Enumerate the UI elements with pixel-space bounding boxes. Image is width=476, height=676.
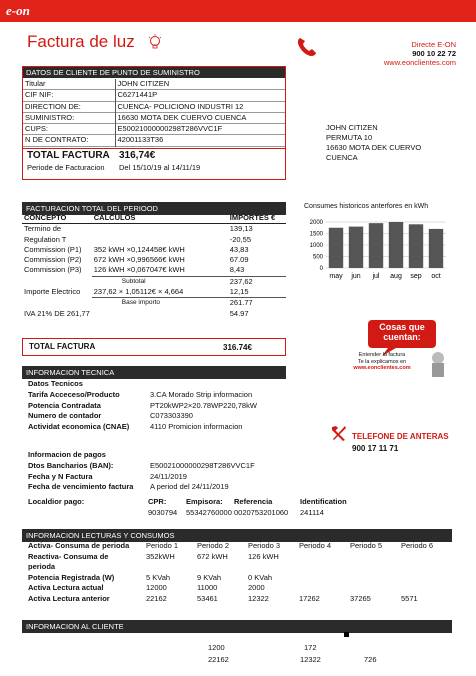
reading-label: Reactiva- Consuma de bbox=[28, 551, 109, 561]
address-line4: CUENCA bbox=[326, 153, 358, 162]
reading-cell bbox=[350, 552, 401, 563]
reading-cell bbox=[299, 552, 350, 563]
reading-cell: 17262 bbox=[299, 593, 320, 603]
readings-table bbox=[28, 541, 452, 604]
info-row bbox=[28, 401, 257, 412]
total-value: 316,74€ bbox=[119, 149, 156, 161]
address-line3: 16630 MOTA DEK CUERVO bbox=[326, 143, 422, 152]
info-key: Potencia Contradata bbox=[28, 400, 101, 410]
client-row bbox=[23, 124, 285, 135]
info-row bbox=[28, 472, 255, 483]
billing-concept: Importe Electrico bbox=[24, 287, 81, 297]
reading-cell: 9 KVah bbox=[197, 572, 222, 582]
loc-val: 9030794 bbox=[148, 507, 178, 517]
billing-calc: 672 kWH ×0,996566€ kWH bbox=[93, 255, 185, 265]
chart-bar bbox=[369, 223, 383, 268]
chart-xtick: oct bbox=[431, 273, 441, 280]
eon-logo: e-on bbox=[6, 3, 30, 18]
reading-cell: 11000 bbox=[197, 583, 218, 592]
client-key: Titular bbox=[23, 79, 115, 90]
reading-cell: 5 KVah bbox=[146, 572, 171, 582]
chart-ytick: 2000 bbox=[309, 220, 323, 226]
client-value: 16630 MOTA DEK CUERVO CUENCA bbox=[117, 112, 247, 122]
client-row bbox=[23, 79, 285, 90]
billing-calc: 237,62 × 1,05112€ × 4,664 bbox=[93, 287, 184, 297]
client-key: CIF NIF: bbox=[23, 90, 115, 101]
reading-row bbox=[28, 594, 452, 605]
billing-row bbox=[22, 309, 286, 319]
info-key: Fecha y N Factura bbox=[28, 471, 93, 481]
client-table bbox=[23, 79, 285, 147]
loc-table bbox=[148, 497, 360, 518]
client-key: N DE CONTRATO: bbox=[23, 135, 115, 146]
info-row bbox=[28, 482, 255, 493]
loc-col: Empisora: bbox=[186, 497, 223, 506]
billing-row bbox=[22, 255, 286, 265]
reading-row bbox=[28, 562, 452, 573]
reading-cell: 672 kWH bbox=[197, 551, 228, 561]
reading-cell: 2000 bbox=[248, 583, 265, 592]
client-heading: DATOS DE CLIENTE DE PUNTO DE SUMINISTRO bbox=[23, 67, 285, 78]
address-line1: JOHN CITIZEN bbox=[326, 123, 378, 132]
info-row bbox=[28, 390, 257, 401]
client-value: E50021000000298T286VVC1F bbox=[117, 124, 223, 134]
contact-web[interactable]: www.eonclientes.com bbox=[383, 58, 456, 67]
billing-total-label: TOTAL FACTURA bbox=[29, 342, 96, 351]
chart-xtick: aug bbox=[390, 273, 402, 280]
client-total bbox=[23, 149, 285, 173]
reading-cell bbox=[401, 562, 452, 573]
reading-cell bbox=[197, 562, 248, 573]
chart-xtick: jun bbox=[351, 273, 361, 280]
billing-table bbox=[22, 213, 286, 319]
total-label: TOTAL FACTURA bbox=[27, 149, 110, 161]
billing-row bbox=[22, 245, 286, 255]
billing-calc bbox=[92, 309, 228, 319]
client-value: JOHN CITIZEN bbox=[117, 79, 170, 88]
reading-cell: 352kWH bbox=[146, 551, 175, 561]
reading-cell: Periodo 4 bbox=[299, 541, 332, 550]
reading-row bbox=[28, 552, 452, 563]
billing-concept: Regulation T bbox=[24, 234, 67, 244]
reading-cell bbox=[299, 573, 350, 584]
chart-ytick: 500 bbox=[312, 254, 323, 261]
chart-ytick: 0 bbox=[319, 266, 323, 272]
reading-cell bbox=[350, 573, 401, 584]
tech-subheading: Datos Tecnicos bbox=[28, 379, 83, 388]
billing-concept: IVA 21% DE 261,77 bbox=[24, 308, 90, 318]
billing-row bbox=[22, 276, 286, 287]
billing-col-importes: IMPORTES € bbox=[229, 213, 276, 222]
period-label: Periode de Facturacion bbox=[27, 162, 105, 172]
billing-row bbox=[22, 224, 286, 235]
readings-heading: INFORMACION LECTURAS Y CONSUMOS bbox=[22, 529, 452, 542]
client-row bbox=[23, 101, 285, 112]
marker bbox=[344, 632, 349, 637]
info-key: Fecha de vencimiento factura bbox=[28, 482, 134, 491]
chart-ytick: 1500 bbox=[309, 231, 323, 238]
loc-val: 0020753201060 bbox=[234, 507, 289, 517]
telefone-label: TELEFONE DE ANTERAS bbox=[352, 432, 449, 441]
info-row bbox=[28, 411, 257, 422]
reading-cell bbox=[401, 552, 452, 563]
reading-cell bbox=[350, 562, 401, 573]
reading-cell bbox=[299, 562, 350, 573]
chart-bar bbox=[429, 229, 443, 268]
client-value: CUENCA- POLICIONO INDUSTRI 12 bbox=[117, 101, 244, 111]
client-row bbox=[23, 112, 285, 123]
billing-concept bbox=[22, 298, 92, 309]
client-key: SUMINISTRO: bbox=[23, 112, 115, 123]
client-key: DIRECTION DE: bbox=[23, 101, 115, 112]
tech-table bbox=[28, 390, 257, 432]
chart-ytick: 1000 bbox=[309, 243, 323, 249]
reading-label: Activa- Consuma de perioda bbox=[28, 541, 130, 550]
info-row bbox=[28, 422, 257, 433]
reading-row bbox=[28, 583, 452, 594]
info-value: PT20kWP2×20.78WP220,78kW bbox=[150, 400, 257, 410]
promo-line2: cuentan: bbox=[383, 332, 421, 342]
chart-bar bbox=[389, 222, 403, 268]
billing-concept bbox=[22, 276, 92, 287]
reading-row bbox=[28, 573, 452, 584]
reading-cell: 53461 bbox=[197, 593, 218, 603]
billing-total-value: 316.74€ bbox=[223, 343, 252, 352]
pay-heading: Informacion de pagos bbox=[28, 450, 106, 459]
reading-cell bbox=[350, 583, 401, 594]
cliente-r2-b: 12322 bbox=[300, 655, 321, 664]
info-row bbox=[28, 461, 255, 472]
loc-col: Identification bbox=[300, 497, 347, 506]
info-value: 24/11/2019 bbox=[150, 471, 187, 481]
tech-heading: INFORMACION TECNICA bbox=[22, 366, 286, 379]
contact-block bbox=[384, 40, 456, 67]
promo-line4: Te la explicamos en bbox=[357, 358, 407, 365]
promo-line3: Entender la factura bbox=[358, 352, 406, 358]
billing-amount: 67.09 bbox=[229, 255, 249, 265]
billing-heading: FACTURACION TOTAL DEL PERIOOD bbox=[22, 202, 286, 215]
telefone-number[interactable]: 900 17 11 71 bbox=[352, 444, 399, 453]
reading-cell: 37265 bbox=[350, 593, 371, 603]
billing-calc bbox=[92, 235, 228, 245]
client-key: CUPS: bbox=[23, 124, 115, 135]
billing-calc: 352 kWH ×0,124458€ kWH bbox=[93, 244, 185, 254]
reading-cell: Periodo 3 bbox=[248, 541, 281, 550]
info-key: Tarifa Acceceso/Producto bbox=[28, 390, 120, 399]
reading-label: Activa Lectura anterior bbox=[28, 593, 110, 603]
billing-col-concepto: CONCEPTO bbox=[24, 213, 67, 222]
reading-cell: Periodo 6 bbox=[401, 541, 434, 550]
mail-address bbox=[326, 123, 421, 163]
billing-amount: 237,62 bbox=[228, 276, 286, 287]
reading-cell bbox=[146, 562, 197, 573]
reading-label: Activa Lectura actual bbox=[28, 583, 104, 592]
loc-label: Localdior pago: bbox=[28, 497, 85, 506]
reading-label: perioda bbox=[28, 562, 56, 571]
loc-col: CPR: bbox=[148, 497, 167, 506]
client-value: C6271441P bbox=[117, 90, 158, 100]
billing-row bbox=[22, 235, 286, 245]
billing-concept: Commission (P1) bbox=[24, 244, 82, 254]
chart-xtick: jul bbox=[372, 273, 380, 280]
reading-cell bbox=[401, 583, 452, 594]
promo-line5[interactable]: www.eonclientes.com bbox=[353, 365, 411, 371]
client-row bbox=[23, 90, 285, 101]
cliente-r2-a: 22162 bbox=[208, 655, 229, 664]
chart-title: Consumes historicos anterfores en kWh bbox=[304, 203, 429, 210]
cliente-heading: INFORMACION AL CLIENTE bbox=[22, 620, 452, 633]
contact-line1: Directe E-ON bbox=[411, 40, 456, 49]
info-value: A period del 24/11/2019 bbox=[150, 482, 229, 491]
billing-amount: -20,55 bbox=[229, 234, 252, 244]
period-value: Del 15/10/19 al 14/11/19 bbox=[119, 162, 201, 172]
reading-cell bbox=[401, 573, 452, 584]
billing-calc: Subtotal bbox=[92, 276, 228, 287]
contact-phone: 900 10 22 72 bbox=[412, 49, 456, 58]
info-value: C073303390 bbox=[150, 411, 193, 420]
reading-cell: Periodo 1 bbox=[146, 541, 179, 550]
cliente-r2-c: 726 bbox=[364, 655, 377, 664]
billing-amount: 43,83 bbox=[229, 244, 249, 254]
billing-amount: 54.97 bbox=[229, 308, 249, 318]
reading-cell: 5571 bbox=[401, 593, 418, 603]
chart-xtick: sep bbox=[410, 273, 422, 280]
billing-concept: Commission (P2) bbox=[24, 255, 82, 265]
promo-banner[interactable] bbox=[330, 318, 450, 378]
billing-concept: Commission (P3) bbox=[24, 265, 82, 275]
client-row bbox=[23, 135, 285, 146]
billing-row bbox=[22, 298, 286, 309]
info-key: Dtos Bancharios (BAN): bbox=[28, 461, 114, 470]
cliente-r1-b: 172 bbox=[304, 643, 317, 652]
loc-value-row bbox=[148, 508, 360, 519]
page-title: Factura de luz bbox=[27, 32, 135, 51]
promo-line1: Cosas que bbox=[379, 322, 425, 332]
address-line2: PERMUTA 10 bbox=[326, 133, 373, 142]
loc-val: 55342760000 bbox=[186, 507, 232, 517]
reading-cell bbox=[299, 583, 350, 594]
loc-header-row bbox=[148, 497, 360, 508]
info-value: 4110 Promicion informacion bbox=[150, 421, 243, 431]
chart-xtick: may bbox=[329, 273, 343, 280]
billing-calc: 126 kWH ×0,067047€ kWH bbox=[93, 265, 185, 275]
reading-cell bbox=[248, 562, 299, 573]
loc-val: 241114 bbox=[300, 507, 324, 517]
cliente-r1-a: 1200 bbox=[208, 643, 225, 652]
billing-row bbox=[22, 287, 286, 298]
reading-label: Potencia Registrada (W) bbox=[28, 572, 115, 582]
billing-total-box bbox=[22, 338, 286, 356]
billing-concept: Termino de bbox=[24, 224, 62, 234]
bulb-icon bbox=[148, 34, 162, 52]
billing-amount: 8,43 bbox=[229, 265, 245, 275]
reading-cell: 12322 bbox=[248, 593, 269, 603]
billing-amount: 12,15 bbox=[229, 287, 249, 297]
chart-bar bbox=[329, 228, 343, 268]
client-value: 42001133T36 bbox=[117, 135, 164, 145]
tools-icon bbox=[330, 424, 348, 442]
loc-col: Referencia bbox=[234, 497, 273, 506]
pay-table bbox=[28, 461, 255, 493]
billing-calc bbox=[92, 224, 228, 235]
client-box bbox=[22, 66, 286, 180]
chart-bar bbox=[349, 227, 363, 268]
info-value: 3.CA Morado Strip informacion bbox=[150, 390, 253, 399]
reading-row bbox=[28, 541, 452, 552]
reading-cell: 22162 bbox=[146, 593, 167, 603]
reading-cell: 12000 bbox=[146, 583, 167, 592]
billing-calc: Base importo bbox=[92, 298, 228, 309]
billing-row bbox=[22, 265, 286, 276]
reading-cell: 126 kWH bbox=[248, 551, 279, 561]
billing-amount: 139,13 bbox=[229, 224, 253, 234]
chart-bar bbox=[409, 224, 423, 268]
reading-cell: 0 KVah bbox=[248, 572, 273, 582]
reading-cell: Periodo 2 bbox=[197, 541, 230, 550]
billing-amount: 261.77 bbox=[228, 298, 286, 309]
brand-bar bbox=[0, 0, 476, 22]
info-value: E50021000000298T286VVC1F bbox=[150, 461, 255, 470]
billing-col-calculos: CALCULOS bbox=[93, 213, 136, 222]
consumption-chart bbox=[300, 216, 450, 286]
phone-icon bbox=[296, 36, 318, 58]
info-key: Actividat economica (CNAE) bbox=[28, 421, 130, 431]
reading-cell: Periodo 5 bbox=[350, 541, 383, 550]
info-key: Numero de contador bbox=[28, 411, 102, 420]
